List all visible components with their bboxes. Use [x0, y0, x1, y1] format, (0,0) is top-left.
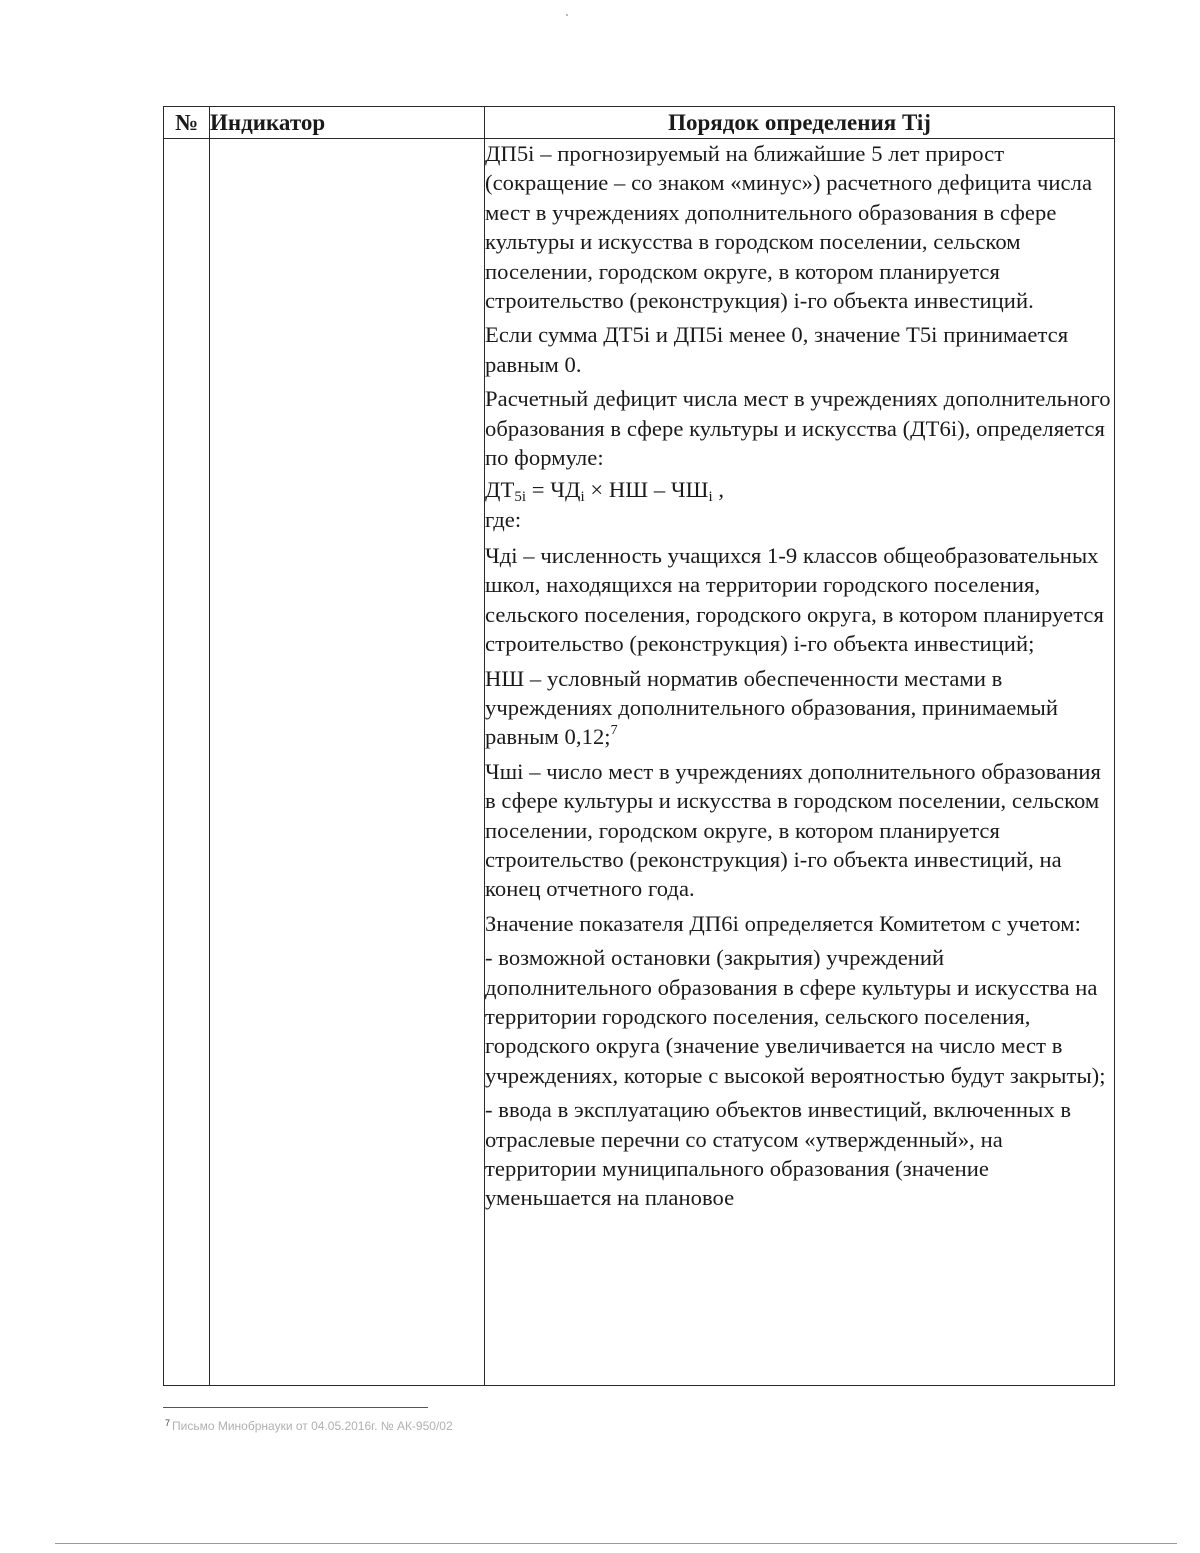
definition-chsh: Чшi – число мест в учреждениях дополнительного образования в сфере культуры и искусства в городском поселении, сельском поселении, городском округе, в котором планируется строительство (реконструкция) i-го объекта инвестиций, на конец отчетного года.	[485, 758, 1101, 902]
indicator-table	[163, 106, 1115, 1386]
list-item-closure: - возможной остановки (закрытия) учреждений дополнительного образования в сфере культуры и искусства на территории городского поселения, сельского поселения, городского округа (значение увеличивается на число мест в учреждениях, которые с высокой вероятностью будут закрыты);	[485, 945, 1106, 1088]
formula-term2-subscript: i	[708, 489, 713, 506]
where-label: где:	[485, 507, 522, 533]
formula-lhs-subscript: 5i	[514, 489, 527, 506]
footnote-text: Письмо Минобрнауки от 04.05.2016г. № АК-950/02	[172, 1419, 453, 1433]
definition-nsh	[485, 664, 1114, 752]
formula-term1-subscript: i	[580, 489, 585, 506]
paragraph-deficit-intro: Расчетный дефицит числа мест в учреждениях дополнительного образования в сфере культуры и искусства (ДТ6i), определяется по формуле:	[485, 386, 1111, 471]
formula-tail: ,	[712, 477, 725, 503]
cell-num	[164, 139, 210, 1386]
footnote-marker: 7	[165, 1418, 171, 1428]
formula-eq: = ЧД	[526, 477, 581, 503]
cell-indicator	[210, 139, 485, 1386]
footnote	[165, 1419, 453, 1433]
header-order: Порядок определения Tij	[485, 107, 1115, 139]
scan-artifact	[566, 14, 568, 16]
page-bottom-rule	[55, 1543, 1177, 1544]
formula-lhs: ДТ	[485, 477, 515, 503]
paragraph-sum-rule: Если сумма ДТ5i и ДП5i менее 0, значение Т5i принимается равным 0.	[485, 322, 1069, 377]
header-indicator: Индикатор	[210, 107, 485, 139]
table-row	[164, 139, 1115, 1386]
formula-times: × НШ – ЧШ	[584, 477, 709, 503]
header-num: №	[164, 107, 210, 139]
table-header-row	[164, 107, 1115, 139]
paragraph-dp6i: Значение показателя ДП6i определяется Комитетом с учетом:	[485, 910, 1081, 936]
footnote-reference: 7	[610, 723, 618, 739]
formula	[485, 474, 1114, 505]
footnote-separator	[163, 1407, 428, 1408]
definition-nsh-text: НШ – условный норматив обеспеченности местами в учреждениях дополнительного образования, принимаемый равным 0,12;	[485, 665, 1059, 750]
paragraph-dp5i: ДП5i – прогнозируемый на ближайшие 5 лет прирост (сокращение – со знаком «минус») расчетного дефицита числа мест в учреждениях дополнительного образования в сфере культуры и искусства в городском поселении, сельском поселении, городском округе, в котором планируется строительство (реконструкция) i-го объекта инвестиций.	[485, 141, 1093, 314]
definition-chd: Чдi – численность учащихся 1-9 классов общеобразовательных школ, находящихся на территории городского поселения, сельского поселения, городского округа, в котором планируется строительство (реконструкция) i-го объекта инвестиций;	[485, 542, 1104, 657]
cell-order	[485, 139, 1115, 1386]
list-item-commissioning: - ввода в эксплуатацию объектов инвестиций, включенных в отраслевые перечни со статусом «утвержденный», на территории муниципального образования (значение уменьшается на плановое	[485, 1097, 1072, 1211]
